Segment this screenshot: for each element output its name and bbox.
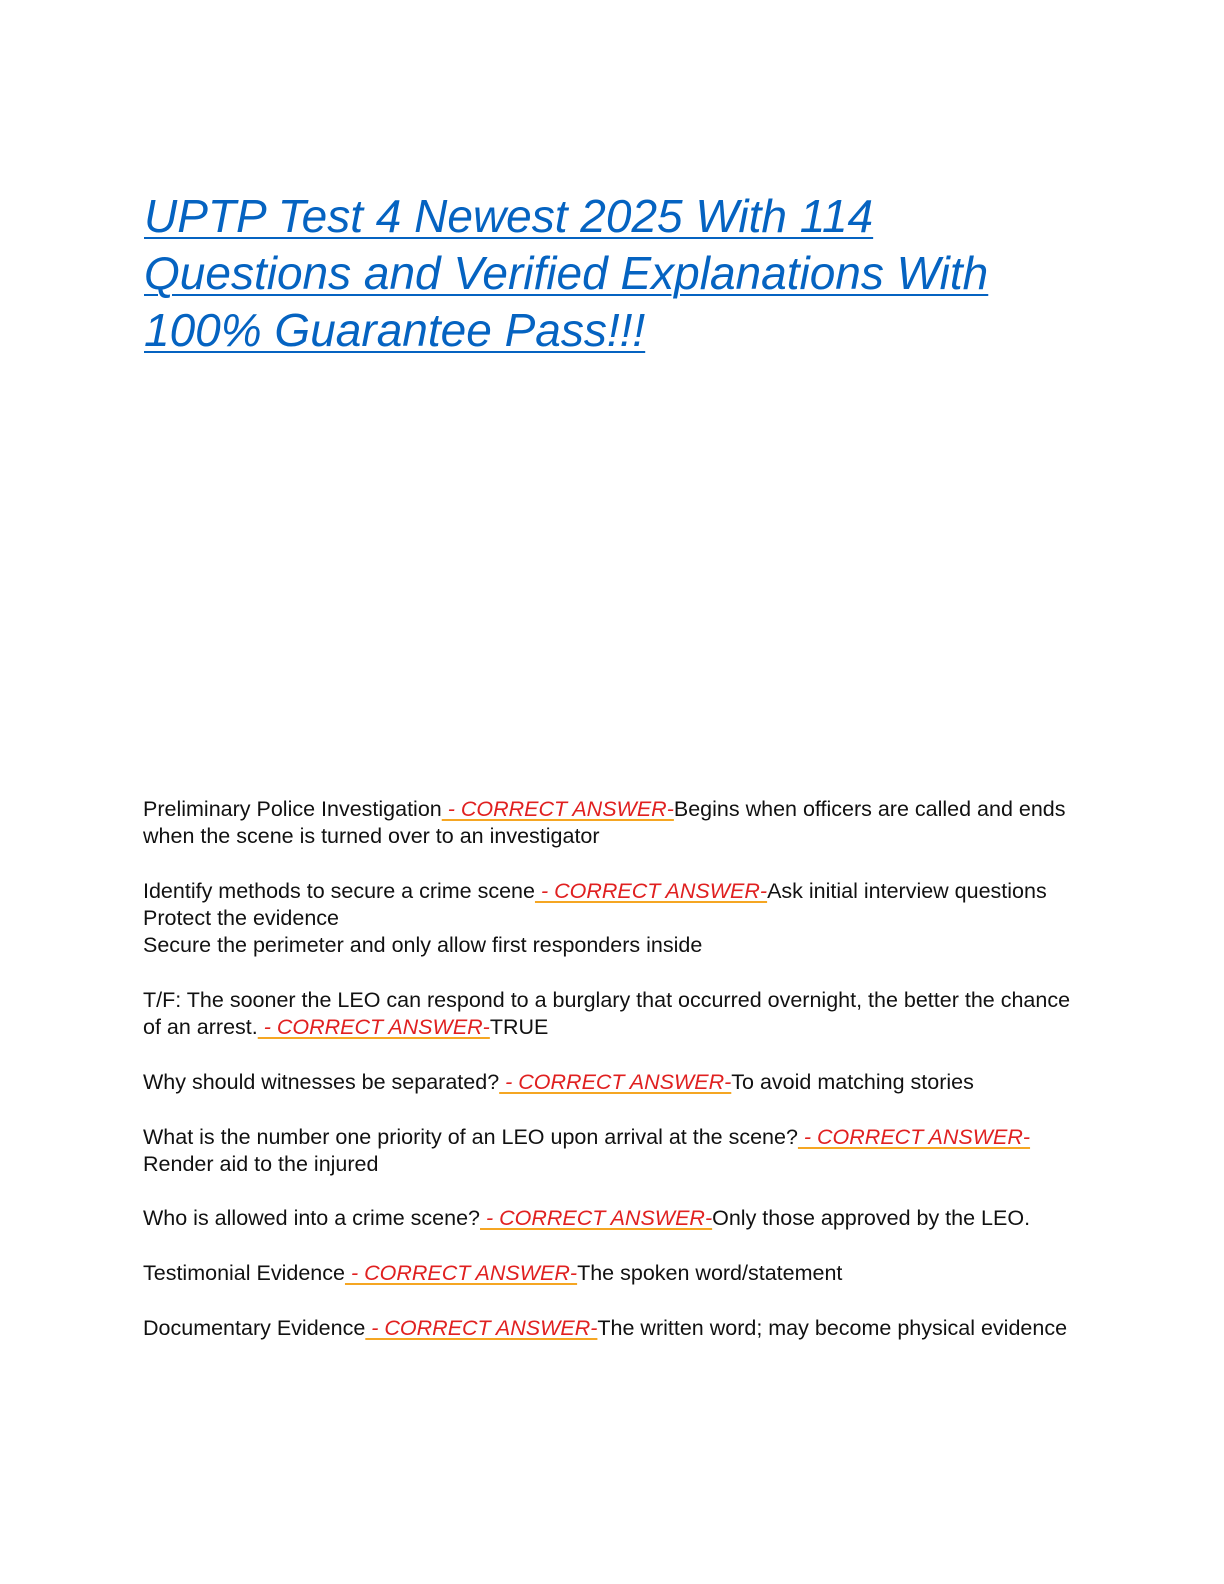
answer-text: Only those approved by the LEO. [712,1206,1031,1231]
question-text: Who is allowed into a crime scene? [143,1206,480,1231]
qa-item [143,1260,1083,1287]
correct-answer-marker: - CORRECT ANSWER- [499,1069,732,1094]
correct-answer-marker: - CORRECT ANSWER- [365,1315,598,1340]
answer-text: Render aid to the injured [143,1151,379,1176]
correct-answer-marker: - CORRECT ANSWER- [344,1261,578,1286]
qa-item [143,987,1083,1042]
answer-text: Begins when officers are called and ends when the scene is turned over to an investigator [143,797,1066,849]
question-text: Preliminary Police Investigation [143,797,442,821]
qa-item [143,1315,1083,1342]
qa-item [143,1205,1083,1232]
qa-list [143,796,1083,1369]
qa-item [143,1124,1083,1179]
answer-line: Protect the evidence [143,906,340,931]
document-title-link[interactable]: UPTP Test 4 Newest 2025 With 114 Questions and Verified Explanations With 100% Guarantee Pass!!! [144,190,989,356]
question-text: Identify methods to secure a crime scene [143,878,535,903]
qa-item [143,1069,1083,1096]
question-text: Testimonial Evidence [143,1261,345,1286]
answer-text: Ask initial interview questions [767,878,1047,903]
correct-answer-marker: - CORRECT ANSWER- [257,1015,490,1040]
correct-answer-marker: - CORRECT ANSWER- [797,1124,1031,1149]
answer-line: Secure the perimeter and only allow first responders inside [143,933,703,958]
answer-text: TRUE [489,1015,549,1040]
question-text: Documentary Evidence [143,1315,366,1340]
correct-answer-marker: - CORRECT ANSWER- [441,797,674,821]
question-text: T/F: The sooner the LEO can respond to a burglary that occurred overnight, the better the chance of an arrest. [143,988,1071,1040]
correct-answer-marker: - CORRECT ANSWER- [480,1206,713,1231]
correct-answer-marker: - CORRECT ANSWER- [534,878,768,903]
answer-text: The written word; may become physical evidence [597,1315,1068,1340]
qa-item [143,796,1083,851]
answer-text: To avoid matching stories [731,1069,974,1094]
answer-text: The spoken word/statement [577,1261,843,1286]
question-text: What is the number one priority of an LEO upon arrival at the scene? [143,1124,798,1149]
qa-item [143,878,1083,960]
question-text: Why should witnesses be separated? [143,1069,500,1094]
